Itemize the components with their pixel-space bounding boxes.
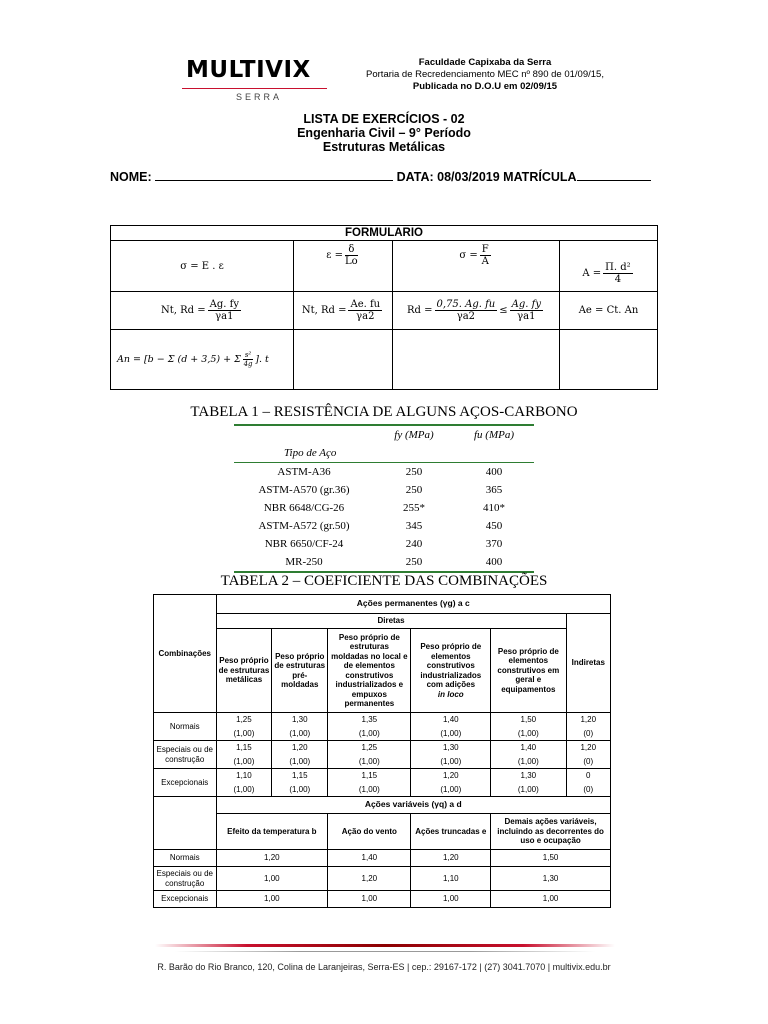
formula-strain: ε = $\frac{\delta}{Lo}$ [294, 241, 393, 292]
formula-empty-3 [560, 330, 658, 390]
tabela2-perm-col: Peso próprio de estruturas pré-moldadas [272, 629, 328, 713]
tabela1-fu: 400 [454, 553, 534, 572]
tabela2-value: 1,25 [216, 713, 272, 727]
tabela2-value: 1,35 [328, 713, 411, 727]
tabela1-fy: 240 [405, 538, 423, 550]
footer-address: R. Barão do Rio Branco, 120, Colina de Laranjeiras, Serra-ES | cep.: 29167-172 | (27) 3041.7070 | multivix.edu.br [157, 962, 611, 972]
tabela2-value: 1,20 [566, 713, 610, 727]
tabela2-value: 1,30 [411, 741, 491, 755]
tabela1-title: TABELA 1 – RESISTÊNCIA DE ALGUNS AÇOS-CARBONO [190, 404, 578, 420]
logo-subtitle: SERRA [236, 92, 283, 102]
tabela1-col-fy: fy (MPa) [374, 425, 454, 444]
tabela2-var-row [154, 867, 611, 891]
tabela2-value-paren: (1,00) [216, 727, 272, 741]
tabela2-title: TABELA 2 – COEFICIENTE DAS COMBINAÇÕES [220, 573, 548, 589]
formula-an: An = [b − Σ (d + 3,5) + Σ $\frac{\text{s²}}{4g}$ ]. t [111, 330, 294, 390]
tabela2-perm-row [154, 713, 611, 727]
tabela2-value-paren: (1,00) [272, 783, 328, 797]
tabela2-value: 1,10 [216, 769, 272, 783]
tabela2-perm-row [154, 769, 611, 783]
multivix-logo: MULTIVIX [186, 57, 311, 83]
formulario-table [110, 225, 658, 390]
tabela2-value-paren: (1,00) [216, 755, 272, 769]
tabela1-fu: 410* [483, 502, 505, 514]
formula-ae: Ae = Ct. An [560, 292, 658, 330]
tabela1-fu: 365 [485, 484, 503, 496]
tabela2-value-paren: (1,00) [328, 783, 411, 797]
tabela2-perm-row [154, 741, 611, 755]
tabela1-tipo: NBR 6648/CG-26 [263, 502, 345, 514]
tabela1-fu: 450 [485, 520, 503, 532]
tabela2-value: 1,20 [411, 850, 491, 867]
tabela2-value: 1,15 [328, 769, 411, 783]
nome-blank[interactable] [155, 170, 393, 181]
tabela1-tipo: ASTM-A36 [277, 466, 331, 478]
tabela2-value-paren: (0) [566, 783, 610, 797]
tabela2-var-row [154, 850, 611, 867]
tabela2-var-col: Ação do vento [328, 814, 411, 850]
institution-ordinance: Portaria de Recredenciamento MEC nº 890 de 01/09/15, [366, 69, 604, 80]
tabela2-value-paren: (1,00) [491, 783, 566, 797]
tabela1-tipo: MR-250 [234, 553, 374, 572]
footer-rule [155, 944, 615, 947]
tabela2-value: 1,00 [491, 891, 611, 908]
tabela2-value: 1,30 [491, 769, 566, 783]
title-line-1: LISTA DE EXERCÍCIOS - 02 [303, 112, 465, 126]
tabela1-col-tipo: Tipo de Aço [234, 444, 374, 463]
tabela1-col-fu: fu (MPa) [454, 425, 534, 444]
formula-area: A = $\frac{\text{Π. d²}}{4}$ [560, 241, 658, 292]
tabela1-row [234, 553, 534, 572]
tabela2-value: 0 [566, 769, 610, 783]
tabela1-fu: 400 [485, 466, 503, 478]
tabela2-value-paren: (1,00) [328, 755, 411, 769]
tabela2-indiretas: Indiretas [566, 614, 610, 713]
tabela1 [234, 424, 534, 573]
tabela1-fy: 250 [374, 553, 454, 572]
formula-empty-1 [294, 330, 393, 390]
tabela2-perm-col: Peso próprio de estruturas metálicas [216, 629, 272, 713]
student-fields [110, 170, 660, 184]
tabela1-fu: 370 [485, 538, 503, 550]
tabela2-value: 1,40 [411, 713, 491, 727]
tabela2-value: 1,00 [328, 891, 411, 908]
logo-divider [182, 88, 327, 89]
tabela2-value-paren: (0) [566, 755, 610, 769]
tabela1-fy: 250 [405, 466, 423, 478]
tabela2-var-col: Ações truncadas e [411, 814, 491, 850]
tabela2-var-col: Demais ações variáveis, incluindo as decorrentes do uso e ocupação [491, 814, 611, 850]
tabela2-value-paren: (1,00) [411, 783, 491, 797]
tabela2-var-row [154, 891, 611, 908]
tabela2-value: 1,00 [411, 891, 491, 908]
formulario-header: FORMULARIO [111, 226, 658, 241]
data-matricula-label: DATA: 08/03/2019 MATRÍCULA [396, 170, 577, 184]
tabela2-value: 1,30 [272, 713, 328, 727]
tabela2-acoes-permanentes: Ações permanentes (γg) a c [216, 595, 611, 614]
tabela2-var-col: Efeito da temperatura b [216, 814, 328, 850]
tabela2-combinacoes: Combinações [154, 595, 217, 713]
tabela2-value: 1,20 [566, 741, 610, 755]
formula-stress: σ = $\frac{F}{A}$ [393, 241, 560, 292]
tabela2-value: 1,00 [216, 891, 328, 908]
tabela2-value: 1,15 [216, 741, 272, 755]
tabela2-acoes-variaveis: Ações variáveis (γq) a d [216, 797, 611, 814]
tabela2-row-label: Especiais ou de construção [154, 867, 217, 891]
tabela2-value-paren: (1,00) [216, 783, 272, 797]
tabela2-row-label: Normais [154, 850, 217, 867]
tabela1-row [234, 535, 534, 553]
tabela2-perm-row-sub [154, 727, 611, 741]
tabela2-value-paren: (1,00) [272, 755, 328, 769]
footer-rule-thin [175, 951, 595, 952]
formula-stress-strain: σ = E . ε [111, 241, 294, 292]
title-line-2: Engenharia Civil – 9° Período [297, 126, 471, 140]
document-title [0, 112, 768, 154]
tabela1-fy: 250 [405, 484, 423, 496]
tabela2-row-label: Excepcionais [154, 769, 217, 797]
tabela2-value: 1,20 [328, 867, 411, 891]
tabela2-value: 1,30 [491, 867, 611, 891]
tabela2-perm-row-sub [154, 755, 611, 769]
tabela2-perm-col: Peso próprio de estruturas moldadas no local e de elementos construtivos industrializados e empuxos permanentes [328, 629, 411, 713]
tabela1-fy: 345 [405, 520, 423, 532]
formula-nt-rd-gross: Nt, Rd = $\frac{Ag. fy}{\gamma a1}$ [111, 292, 294, 330]
formula-nt-rd-net: Nt, Rd = $\frac{Ae. fu}{\gamma a2}$ [294, 292, 393, 330]
tabela1-row [234, 481, 534, 499]
formula-empty-2 [393, 330, 560, 390]
tabela2-value: 1,50 [491, 713, 566, 727]
tabela2-perm-col: Peso próprio de elementos construtivos em geral e equipamentos [491, 629, 566, 713]
tabela2-perm-col: Peso próprio de elementos construtivos industrializados com adições in loco [411, 629, 491, 713]
tabela1-tipo: ASTM-A572 (gr.50) [258, 520, 350, 532]
institution-info [360, 57, 610, 93]
tabela2-value: 1,20 [272, 741, 328, 755]
tabela2-diretas: Diretas [216, 614, 566, 629]
title-line-3: Estruturas Metálicas [322, 140, 446, 154]
tabela2-value-paren: (1,00) [328, 727, 411, 741]
tabela1-tipo: ASTM-A570 (gr.36) [258, 484, 350, 496]
tabela2-value-paren: (1,00) [491, 755, 566, 769]
tabela2-value: 1,15 [272, 769, 328, 783]
tabela2-combinacoes-var [154, 797, 217, 850]
tabela2-value-paren: (1,00) [491, 727, 566, 741]
tabela1-row [234, 517, 534, 535]
tabela2-value: 1,20 [216, 850, 328, 867]
tabela2-row-label: Normais [154, 713, 217, 741]
tabela2-row-label: Excepcionais [154, 891, 217, 908]
tabela2-value-paren: (0) [566, 727, 610, 741]
tabela1-row [234, 499, 534, 517]
tabela2-value: 1,10 [411, 867, 491, 891]
nome-label: NOME: [110, 170, 152, 184]
tabela1-row [234, 463, 534, 482]
tabela2-value-paren: (1,00) [411, 755, 491, 769]
in-loco: in loco [437, 689, 464, 699]
tabela2-perm-row-sub [154, 783, 611, 797]
tabela2-value-paren: (1,00) [411, 727, 491, 741]
tabela2-value: 1,00 [216, 867, 328, 891]
tabela2-value: 1,25 [328, 741, 411, 755]
tabela1-tipo: NBR 6650/CF-24 [264, 538, 344, 550]
tabela2-value: 1,40 [328, 850, 411, 867]
tabela2-value: 1,20 [411, 769, 491, 783]
formula-rd: Rd = $\frac{0,75. Ag. fu}{\gamma a2}$ ≤ $\frac{Ag. fy}{\gamma a1}$ [393, 292, 560, 330]
tabela2 [153, 594, 611, 908]
tabela1-fy: 255* [403, 502, 425, 514]
tabela2-value: 1,50 [491, 850, 611, 867]
matricula-blank[interactable] [577, 170, 651, 181]
institution-publication: Publicada no D.O.U em 02/09/15 [412, 81, 558, 92]
tabela2-row-label: Especiais ou de construção [154, 741, 217, 769]
institution-name: Faculdade Capixaba da Serra [418, 57, 552, 68]
tabela2-value-paren: (1,00) [272, 727, 328, 741]
tabela2-value: 1,40 [491, 741, 566, 755]
